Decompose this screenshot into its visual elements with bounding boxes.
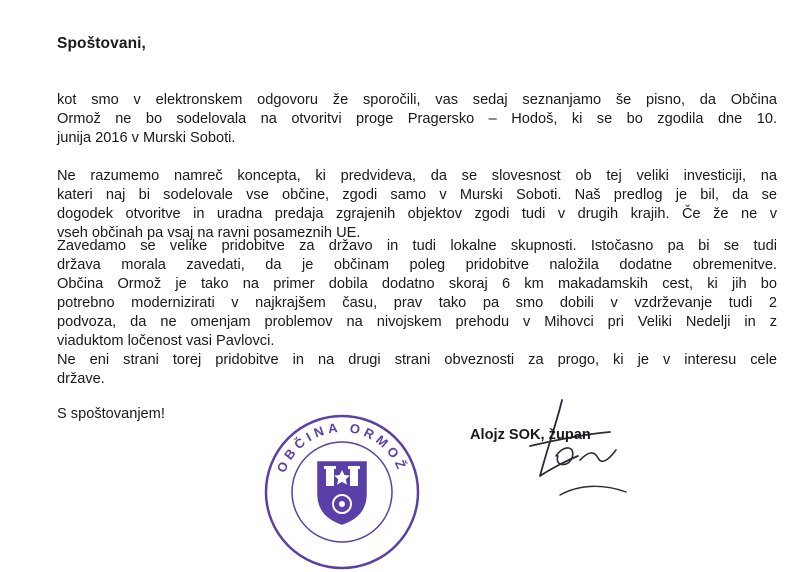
text-line: država morala zavedati, da je občinam poleg pridobitve naložila dodatne obremenitve. <box>57 257 777 273</box>
text-line: kateri naj bi sodelovale vse občine, zgodi samo v Murski Soboti. Naš predlog je bil, da se <box>57 187 777 203</box>
signer-name: Alojz SOK, župan <box>470 427 591 443</box>
text-line: države. <box>57 371 105 387</box>
text-line: Zavedamo se velike pridobitve za državo in tudi lokalne skupnosti. Istočasno pa bi se tudi <box>57 238 777 254</box>
paragraph-3 <box>57 237 777 351</box>
closing: S spoštovanjem! <box>57 406 165 422</box>
coat-of-arms-icon <box>318 462 366 524</box>
text-line: kot smo v elektronskem odgovoru že sporočili, vas sedaj seznanjamo še pisno, da Občina <box>57 92 777 108</box>
text-line: viaduktom ločenost vasi Pavlovci. <box>57 333 275 349</box>
paragraph-2 <box>57 167 777 243</box>
municipality-seal <box>262 412 422 572</box>
text-line: podvoza, da ne omenjam problemov na nivojskem prehodu v Mihovci pri Veliki Nedelji in z <box>57 314 777 330</box>
salutation: Spoštovani, <box>57 35 146 52</box>
paragraph-1 <box>57 91 777 148</box>
text-line: vseh občinah pa vsaj na ravni posameznih UE. <box>57 225 361 241</box>
text-line: Občina Ormož je tako na primer dobila dodatno skoraj 6 km makadamskih cest, ki jih bo <box>57 276 777 292</box>
text-line: potrebno modernizirati v najkrajšem času, prav tako pa smo dobili v vzdrževanje tudi 2 <box>57 295 777 311</box>
text-line: Ne eni strani torej pridobitve in na drugi strani obveznosti za progo, ki je v interesu cele <box>57 352 777 368</box>
seal-text: OBČINA ORMOŽ <box>273 419 411 475</box>
text-line: junija 2016 v Murski Soboti. <box>57 130 236 146</box>
text-line: dogodek otvoritve in uradna predaja zgrajenih objektov zgodi tudi v drugih krajih. Če že ne v <box>57 206 777 222</box>
text-line: Ne razumemo namreč koncepta, ki predvideva, da se slovesnost ob tej veliki investiciji, na <box>57 168 777 184</box>
text-line: Ormož ne bo sodelovala na otvoritvi proge Pragersko – Hodoš, ki se bo zgodila dne 10. <box>57 111 777 127</box>
